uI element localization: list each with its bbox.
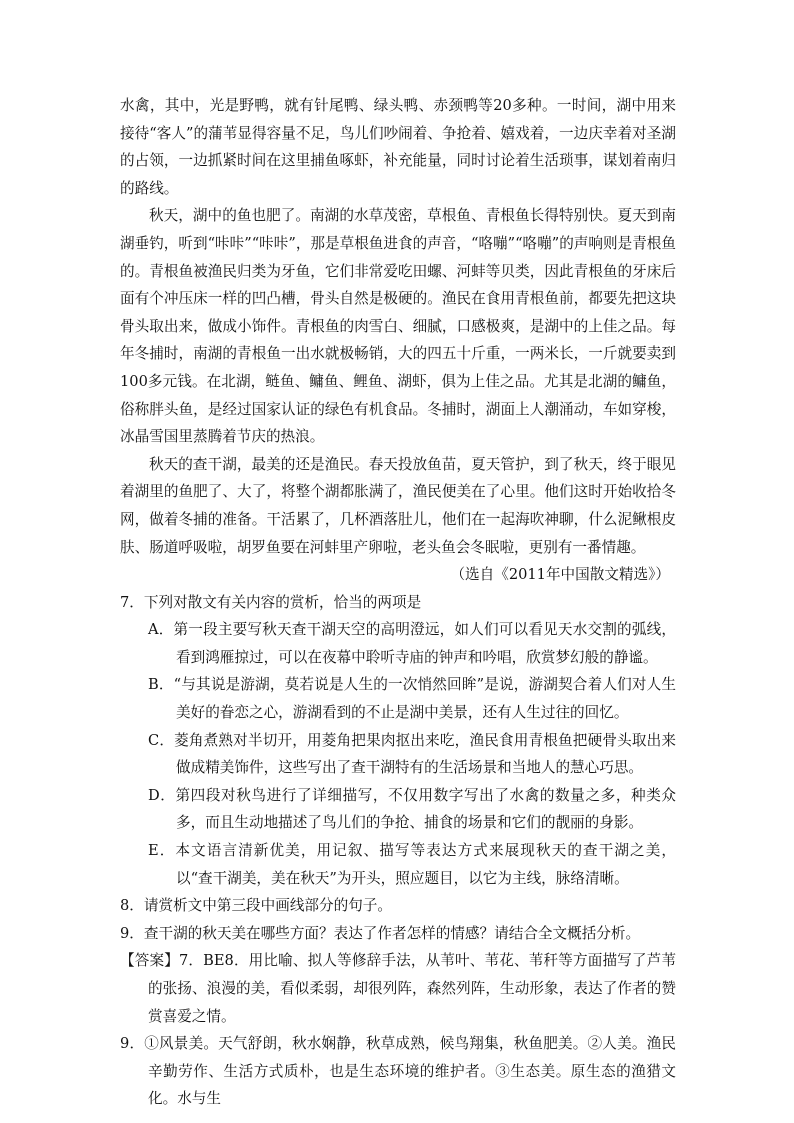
passage-paragraph-1: 水禽，其中，光是野鸭，就有针尾鸭、绿头鸭、赤颈鸭等20多种。一时间，湖中用来接待“客人”的蒲苇显得容量不足，鸟儿们吵闹着、争抢着、嬉戏着，一边庆幸着对圣湖的占领，一边抓紧时间在这里捕鱼啄虾，补充能量，同时讨论着生活琐事，谋划着南归的路线。 xyxy=(120,97,676,197)
passage-paragraph-2: 秋天，湖中的鱼也肥了。南湖的水草茂密，草根鱼、青根鱼长得特别快。夏天到南湖垂钓，听到“咔咔”“咔咔”，那是草根鱼进食的声音，“咯嘣”“咯嘣”的声响则是青根鱼的。青根鱼被渔民归类为牙鱼，它们非常爱吃田螺、河蚌等贝类，因此青根鱼的牙床后面有个冲压床一样的凹凸槽，骨头自然是极硬的。渔民在食用青根鱼前，都要先把这块骨头取出来，做成小饰件。青根鱼的肉雪白、细腻，口感极爽，是湖中的上佳之品。每年冬捕时，南湖的青根鱼一出水就极畅销，大的四五十斤重，一两米长，一斤就要卖到100多元钱。在北湖，鲢鱼、鳙鱼、鲤鱼、湖虾，俱为上佳之品。尤其是北湖的鳙鱼，俗称胖头鱼，是经过国家认证的绿色有机食品。冬捕时，湖面上人潮涌动，车如穿梭，冰晶雪国里蒸腾着节庆的热浪。 xyxy=(120,207,676,446)
question-8: 8．请赏析文中第三段中画线部分的句子。 xyxy=(120,897,392,915)
option-a: A．第一段主要写秋天查干湖天空的高明澄远，如人们可以看见天水交割的弧线，看到鸿雁掠过，可以在夜幕中聆听寺庙的钟声和吟唱，欣赏梦幻般的静谧。 xyxy=(148,621,676,666)
question-9: 9．查干湖的秋天美在哪些方面？表达了作者怎样的情感？请结合全文概括分析。 xyxy=(120,924,641,942)
option-e: E．本文语言清新优美，用记叙、描写等表达方式来展现秋天的查干湖之美，以“查干湖美，美在秋天”为开头，照应题目，以它为主线，脉络清晰。 xyxy=(148,842,676,887)
option-c: C．菱角煮熟对半切开，用菱角把果肉抠出来吃，渔民食用青根鱼把硬骨头取出来做成精美饰件，这些写出了查干湖特有的生活场景和当地人的慧心巧思。 xyxy=(148,731,676,777)
answer-tag: 【答案】 xyxy=(120,952,179,970)
document-body xyxy=(120,92,676,1113)
passage-paragraph-3: 秋天的查干湖，最美的还是渔民。春天投放鱼苗，夏天管护，到了秋天，终于眼见着湖里的鱼肥了、大了，将整个湖都胀满了，渔民便美在了心里。他们这时开始收拾冬网，做着冬捕的准备。干活累了，几杯酒落肚儿，他们在一起海吹神聊，什么泥鳅根皮肤、肠道呼吸啦，胡罗鱼要在河蚌里产卵啦，老头鱼会冬眠啦，更别有一番情趣。 xyxy=(120,455,676,556)
question-7-options xyxy=(120,616,676,892)
option-d: D．第四段对秋鸟进行了详细描写，不仅用数字写出了水禽的数量之多，种类众多，而且生动地描述了鸟儿们的争抢、捕食的场景和它们的靓丽的身影。 xyxy=(148,786,676,832)
question-7: 7．下列对散文有关内容的赏析，恰当的两项是 xyxy=(120,593,422,611)
option-b: B．“与其说是游湖，莫若说是人生的一次悄然回眸”是说，游湖契合着人们对人生美好的眷恋之心，游湖看到的不止是湖中美景，还有人生过往的回忆。 xyxy=(148,676,676,722)
answer-9: 9．①风景美。天气舒朗，秋水娴静，秋草成熟，候鸟翔集，秋鱼肥美。②人美。渔民辛勤劳作、生活方式质朴，也是生态环境的维护者。③生态美。原生态的渔猎文化。水与生 xyxy=(120,1035,676,1108)
answer-7-8-text: 7．BE8．用比喻、拟人等修辞手法，从苇叶、苇花、苇秆等方面描写了芦苇的张扬、浪漫的美，看似柔弱，却很列阵，森然列阵，生动形象，表达了作者的赞赏喜爱之情。 xyxy=(148,952,676,1025)
answer-7-8 xyxy=(120,947,676,1030)
passage-source: （选自《2011年中国散文精选》） xyxy=(450,566,670,584)
